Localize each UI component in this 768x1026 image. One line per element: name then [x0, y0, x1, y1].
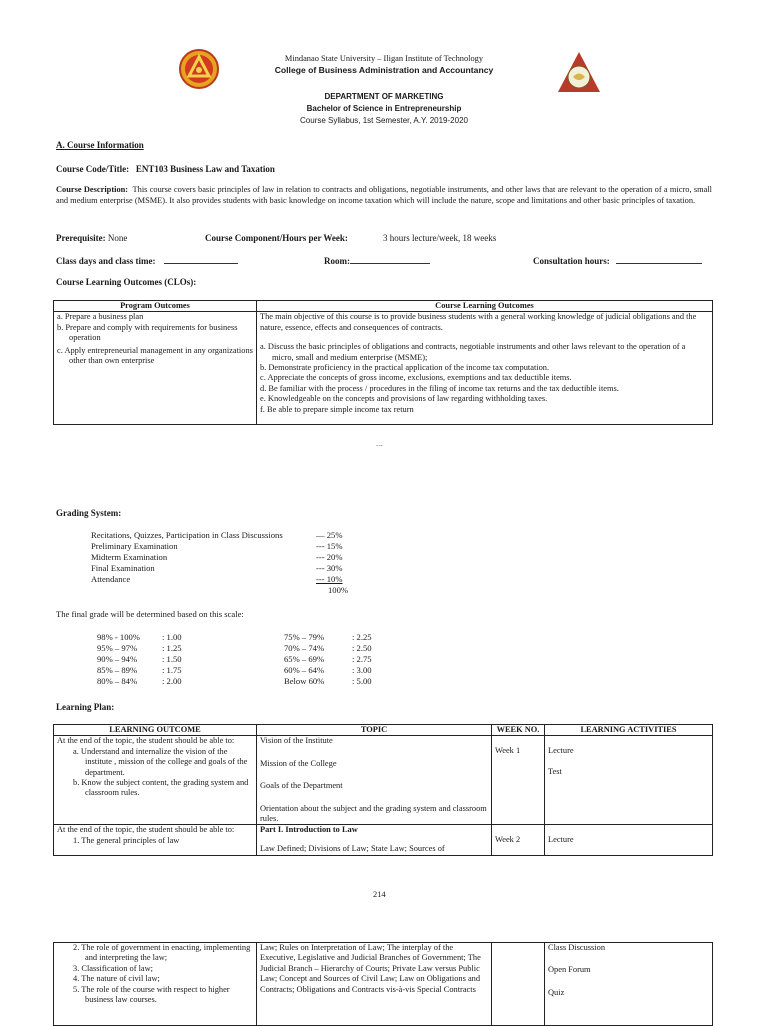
clo-header: Course Learning Outcomes	[257, 301, 713, 312]
activity-item: Test	[548, 766, 562, 776]
prerequisite-row: Prerequisite: None	[56, 233, 128, 243]
scale-range: 60% – 64%	[284, 665, 325, 675]
learning-plan-title: Learning Plan:	[56, 702, 115, 712]
continuation-table	[53, 942, 713, 1026]
clo-item: d. Be familiar with the process / procedures in the filing of income tax returns and the tax deductible items.	[260, 383, 619, 393]
scale-range: 98% - 100%	[97, 632, 140, 642]
week-cell	[492, 736, 545, 825]
college-name: College of Business Administration and Accountancy	[274, 65, 494, 75]
grading-value: — 25%	[316, 530, 343, 540]
topic-text: Law; Rules on Interpretation of Law; The interplay of the Executive, Legislative and Judicial Branches of Government; The Judicial Branch – Hierarchy of Courts; Private Law versus Public Law; Concept and Sources of Civil Law; Law on Obligations and Contracts; Obligations and Contracts vis-à-vis Special Contracts	[260, 943, 481, 994]
scale-grade: : 1.75	[162, 665, 182, 675]
course-code-row	[56, 164, 275, 175]
program-outcome-item: c. Apply entrepreneurial management in any organizations other than own enterprise	[57, 345, 253, 366]
class-days-row: Class days and class time:	[56, 255, 238, 267]
clo-item: f. Be able to prepare simple income tax return	[260, 404, 414, 414]
outcome-item: 2. The role of government in enacting, implementing and interpreting the law;	[73, 943, 251, 963]
course-code-value: ENT103 Business Law and Taxation	[135, 164, 275, 174]
topic-header: TOPIC	[257, 725, 492, 736]
room-row: Room:	[324, 255, 430, 267]
topic-title: Part I. Introduction to Law	[260, 825, 358, 835]
activities-header: LEARNING ACTIVITIES	[545, 725, 713, 736]
outcome-header: LEARNING OUTCOME	[54, 725, 257, 736]
component-label: Course Component/Hours per Week:	[205, 233, 348, 243]
page-number: 214	[373, 890, 386, 899]
university-name: Mindanao State University – Iligan Institute of Technology	[284, 54, 484, 63]
scale-grade: : 1.00	[162, 632, 182, 642]
activity-item: Quiz	[548, 987, 565, 997]
grading-item: Attendance	[91, 574, 131, 584]
activities-cell	[545, 943, 713, 1026]
outcome-cell	[54, 825, 257, 856]
grading-value: --- 15%	[316, 541, 343, 551]
scale-range: 65% – 69%	[284, 654, 325, 664]
outcome-item: 5. The role of the course with respect to higher business law courses.	[73, 984, 230, 1005]
scale-grade: : 5.00	[352, 676, 372, 686]
outcome-item: a. Understand and internalize the vision of the institute , mission of the college and goals of the department.	[73, 746, 248, 777]
program-outcomes-cell	[54, 312, 257, 425]
scale-grade: : 2.25	[352, 632, 372, 642]
week-cell	[492, 825, 545, 856]
activity-item: Lecture	[548, 835, 574, 845]
outcome-cell	[54, 736, 257, 825]
grading-item: Preliminary Examination	[91, 541, 178, 551]
activity-item: Class Discussion	[548, 943, 606, 952]
learning-plan-table	[53, 724, 713, 856]
activity-item: Open Forum	[548, 965, 591, 975]
clo-item: b. Demonstrate proficiency in the practical application of the income tax computation.	[260, 363, 550, 373]
outcome-item: 4. The nature of civil law;	[73, 974, 160, 984]
program-outcomes-header: Program Outcomes	[54, 301, 257, 312]
clo-item: a. Discuss the basic principles of obligations and contracts, negotiable instruments and other laws relevant to the operation of a micro, small and medium enterprise (MSME);	[260, 342, 686, 362]
scale-grade: : 1.25	[162, 643, 182, 653]
scale-grade: : 2.75	[352, 654, 372, 664]
scale-range: 90% – 94%	[97, 654, 138, 664]
scale-grade: : 3.00	[352, 665, 372, 675]
outcomes-table	[53, 300, 713, 425]
topic-cell	[257, 943, 492, 1026]
outcome-item: b. Know the subject content, the grading system and classroom rules.	[73, 778, 249, 798]
syllabus-title: Course Syllabus, 1st Semester, A.Y. 2019-2020	[300, 116, 468, 125]
scale-range: Below 60%	[284, 676, 325, 686]
scale-range: 85% – 89%	[97, 665, 138, 675]
component-value: 3 hours lecture/week, 18 weeks	[383, 233, 497, 243]
scale-grade: : 1.50	[162, 654, 182, 664]
program-outcome-item: b. Prepare and comply with requirements for business operation	[57, 322, 238, 343]
outcome-item: 3. Classification of law;	[73, 963, 154, 973]
activities-cell	[545, 825, 713, 856]
course-code-label: Course Code/Title:	[56, 164, 130, 174]
grading-title: Grading System:	[56, 508, 122, 518]
grading-item: Final Examination	[91, 563, 155, 573]
week-cell	[492, 943, 545, 1026]
scale-grade: : 2.00	[162, 676, 182, 686]
topic-item: Goals of the Department	[260, 781, 343, 791]
program-name: Bachelor of Science in Entrepreneurship	[306, 104, 462, 113]
activity-item: Lecture	[548, 746, 574, 756]
topic-cell	[257, 736, 492, 825]
department-name: DEPARTMENT OF MARKETING	[324, 92, 444, 101]
outcome-intro: At the end of the topic, the student should be able to:	[57, 736, 235, 746]
scale-range: 80% – 84%	[97, 676, 138, 686]
consultation-row: Consultation hours:	[533, 255, 702, 267]
course-description: Course Description: This course covers basic principles of law in relation to contracts and obligations, negotiable instruments, and other laws that are relevant to the operation of a micro, small and medium enterprise (MSME). It also provides students with basic knowledge on income taxation which will include the nature, scope and limitations and other basic principles of taxation.	[56, 185, 712, 205]
grading-total: 100%	[328, 585, 349, 595]
topic-text: Law Defined; Divisions of Law; State Law; Sources of	[260, 843, 445, 853]
activities-cell	[545, 736, 713, 825]
grading-item: Midterm Examination	[91, 552, 168, 562]
clo-item: c. Appreciate the concepts of gross income, exclusions, exemptions and tax deductible items.	[260, 373, 572, 383]
grading-item: Recitations, Quizzes, Participation in Class Discussions	[91, 530, 283, 540]
topic-cell	[257, 825, 492, 856]
topic-item: Orientation about the subject and the grading system and classroom rules.	[260, 803, 487, 824]
scale-range: 95% – 97%	[97, 643, 138, 653]
topic-item: Mission of the College	[260, 758, 337, 768]
outcome-cell	[54, 943, 257, 1026]
clo-cell	[257, 312, 713, 425]
clo-title: Course Learning Outcomes (CLOs):	[56, 277, 197, 287]
week-value: Week 2	[495, 835, 521, 845]
scale-range: 75% – 79%	[284, 632, 325, 642]
topic-item: Vision of the Institute	[260, 736, 333, 746]
clo-item: e. Knowledgeable on the concepts and provisions of law regarding withholding taxes.	[260, 394, 548, 404]
scale-grade: : 2.50	[352, 643, 372, 653]
section-title: A. Course Information	[56, 140, 144, 150]
grading-value: --- 30%	[316, 563, 343, 573]
week-header: WEEK NO.	[492, 725, 545, 736]
scale-range: 70% – 74%	[284, 643, 325, 653]
outcome-intro: At the end of the topic, the student should be able to:	[57, 825, 235, 835]
outcome-item: 1. The general principles of law	[73, 835, 180, 845]
main-objective: The main objective of this course is to provide business students with a general working knowledge of judicial obligations and the nature, essence, effects and consequences of contracts.	[260, 312, 697, 332]
program-outcome-item: a. Prepare a business plan	[57, 312, 144, 322]
scale-intro: The final grade will be determined based on this scale:	[56, 609, 244, 619]
grading-value: --- 10%	[316, 574, 343, 584]
page-marker: ---	[376, 441, 383, 449]
week-value: Week 1	[495, 746, 521, 756]
grading-value: --- 20%	[316, 552, 343, 562]
